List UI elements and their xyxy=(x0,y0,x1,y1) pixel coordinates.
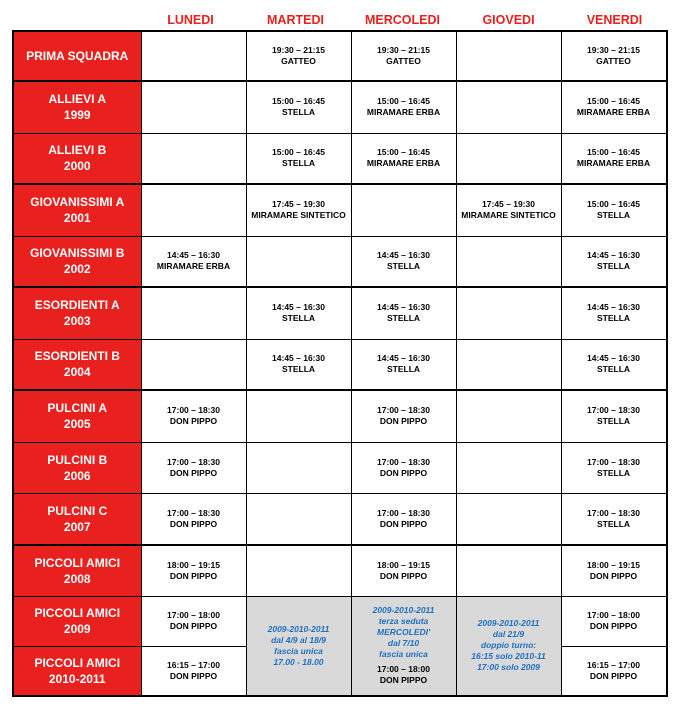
team-name: ALLIEVI A xyxy=(48,92,107,107)
venue-name: DON PIPPO xyxy=(169,518,218,529)
note-line: 2009-2010-2011 xyxy=(267,623,330,634)
note-cell-martedi xyxy=(246,596,351,696)
team-name-cell xyxy=(13,596,141,646)
venue-name: MIRAMARE ERBA xyxy=(576,107,651,118)
team-year: 2008 xyxy=(63,571,91,586)
schedule-cell xyxy=(141,596,246,646)
team-name-cell xyxy=(13,390,141,442)
venue-name: DON PIPPO xyxy=(169,670,218,681)
team-year: 2009 xyxy=(63,622,91,636)
venue-name: MIRAMARE ERBA xyxy=(366,107,441,118)
team-name: GIOVANISSIMI B xyxy=(30,246,125,261)
schedule-row xyxy=(13,596,667,646)
team-year: 2001 xyxy=(63,211,91,226)
team-year: 2004 xyxy=(63,365,91,380)
time-range: 17:00 – 18:00 xyxy=(587,610,640,620)
venue-name: STELLA xyxy=(281,158,316,169)
schedule-cell xyxy=(351,236,456,287)
time-range: 17:00 – 18:00 xyxy=(167,610,220,620)
schedule-row xyxy=(13,287,667,339)
team-name: PULCINI C xyxy=(47,503,108,518)
team-name-cell xyxy=(13,287,141,339)
team-name: ESORDIENTI B xyxy=(34,349,120,364)
time-range: 15:00 – 16:45 xyxy=(587,147,640,158)
venue-name: STELLA xyxy=(386,313,421,324)
time-range: 18:00 – 19:15 xyxy=(167,559,220,570)
time-range: 16:15 – 17:00 xyxy=(167,659,220,670)
time-range: 17:00 – 18:30 xyxy=(377,405,430,416)
schedule-cell xyxy=(351,442,456,493)
schedule-cell xyxy=(141,545,246,596)
time-range: 14:45 – 16:30 xyxy=(377,250,430,261)
venue-name: DON PIPPO xyxy=(379,570,428,581)
note-line: doppio turno: xyxy=(480,640,537,651)
team-name: ESORDIENTI A xyxy=(34,298,120,313)
schedule-cell xyxy=(561,442,667,493)
schedule-cell xyxy=(456,236,561,287)
time-range: 17:45 – 19:30 xyxy=(272,199,325,210)
venue-name: DON PIPPO xyxy=(379,416,428,427)
schedule-row xyxy=(13,545,667,596)
schedule-cell xyxy=(141,184,246,236)
schedule-cell xyxy=(141,133,246,184)
time-range: 15:00 – 16:45 xyxy=(272,96,325,107)
time-range: 17:00 – 18:30 xyxy=(377,507,430,518)
schedule-cell xyxy=(561,545,667,596)
schedule-cell xyxy=(561,646,667,696)
day-label-venerdi: VENERDI xyxy=(586,13,643,27)
schedule-row xyxy=(13,493,667,545)
team-name-cell xyxy=(13,493,141,545)
time-range: 17:00 – 18:30 xyxy=(167,507,220,518)
schedule-cell xyxy=(246,184,351,236)
schedule-row xyxy=(13,31,667,81)
venue-name: MIRAMARE ERBA xyxy=(366,158,441,169)
schedule-cell xyxy=(456,390,561,442)
schedule-row xyxy=(13,339,667,390)
time-range: 19:30 – 21:15 xyxy=(272,45,325,55)
training-schedule-table xyxy=(12,30,668,697)
venue-name: STELLA xyxy=(386,364,421,375)
schedule-cell xyxy=(141,31,246,81)
venue-name: GATTEO xyxy=(386,56,421,66)
venue-name: DON PIPPO xyxy=(169,570,218,581)
schedule-cell xyxy=(141,236,246,287)
schedule-cell xyxy=(561,339,667,390)
day-label-lunedi: LUNEDI xyxy=(167,13,214,27)
schedule-cell xyxy=(246,390,351,442)
time-range: 17:45 – 19:30 xyxy=(482,199,535,210)
schedule-row xyxy=(13,442,667,493)
team-year: 2003 xyxy=(63,314,91,329)
time-range: 14:45 – 16:30 xyxy=(272,353,325,364)
note-line: terza seduta xyxy=(378,616,429,627)
venue-name: DON PIPPO xyxy=(589,621,638,631)
team-name: PICCOLI AMICI xyxy=(34,606,121,620)
note-line: fascia unica xyxy=(274,645,323,656)
team-name-cell xyxy=(13,81,141,133)
team-name-cell xyxy=(13,236,141,287)
team-name-cell xyxy=(13,133,141,184)
time-range: 15:00 – 16:45 xyxy=(587,96,640,107)
schedule-cell xyxy=(141,287,246,339)
venue-name: STELLA xyxy=(596,313,631,324)
time-range: 19:30 – 21:15 xyxy=(377,45,430,55)
team-name: ALLIEVI B xyxy=(48,143,107,158)
venue-name: STELLA xyxy=(386,261,421,272)
schedule-cell xyxy=(456,339,561,390)
schedule-cell xyxy=(141,646,246,696)
venue-name: STELLA xyxy=(596,210,631,221)
venue-name: MIRAMARE SINTETICO xyxy=(251,210,346,221)
team-year: 2005 xyxy=(63,417,91,432)
time-range: 14:45 – 16:30 xyxy=(587,353,640,364)
note-line: 17:00 solo 2009 xyxy=(477,662,540,673)
schedule-row xyxy=(13,390,667,442)
time-range: 14:45 – 16:30 xyxy=(272,302,325,313)
schedule-cell xyxy=(561,493,667,545)
venue-name: GATTEO xyxy=(596,56,631,66)
team-year: 2002 xyxy=(63,262,91,277)
note-cell-mercoledi xyxy=(351,596,456,696)
schedule-cell xyxy=(456,81,561,133)
time-range: 16:15 – 17:00 xyxy=(587,659,640,670)
note-line: 17.00 - 18.00 xyxy=(273,656,324,667)
schedule-cell xyxy=(351,545,456,596)
venue-name: DON PIPPO xyxy=(169,621,218,631)
note-line: dal 21/9 xyxy=(492,629,525,640)
team-name: PULCINI A xyxy=(47,401,108,416)
time-range: 14:45 – 16:30 xyxy=(587,250,640,261)
note-line: 2009-2010-2011 xyxy=(477,618,540,629)
schedule-cell xyxy=(246,81,351,133)
schedule-cell xyxy=(456,133,561,184)
schedule-cell xyxy=(351,81,456,133)
schedule-cell xyxy=(246,493,351,545)
team-name-cell xyxy=(13,545,141,596)
schedule-row xyxy=(13,133,667,184)
time-range: 14:45 – 16:30 xyxy=(377,353,430,364)
team-name-cell xyxy=(13,442,141,493)
note-line: fascia unica xyxy=(379,649,428,660)
time-range: 18:00 – 19:15 xyxy=(377,559,430,570)
schedule-cell xyxy=(351,287,456,339)
note-line: 2009-2010-2011 xyxy=(372,605,435,616)
time-range: 15:00 – 16:45 xyxy=(377,96,430,107)
time-range: 17:00 – 18:30 xyxy=(587,456,640,467)
time-range: 17:00 – 18:30 xyxy=(587,507,640,518)
team-name-cell xyxy=(13,339,141,390)
schedule-cell xyxy=(141,493,246,545)
time-range: 14:45 – 16:30 xyxy=(167,250,220,261)
venue-name: DON PIPPO xyxy=(379,518,428,529)
day-label-giovedi: GIOVEDI xyxy=(482,13,535,27)
schedule-cell xyxy=(246,442,351,493)
day-label-mercoledi: MERCOLEDI xyxy=(365,13,440,27)
schedule-cell xyxy=(246,339,351,390)
time-range: 17:00 – 18:30 xyxy=(167,405,220,416)
team-year: 1999 xyxy=(63,108,91,123)
schedule-cell xyxy=(561,31,667,81)
venue-name: STELLA xyxy=(596,416,631,427)
schedule-cell xyxy=(351,339,456,390)
note-line: 16:15 solo 2010-11 xyxy=(471,651,546,662)
note-time-block xyxy=(352,664,456,686)
schedule-cell xyxy=(246,133,351,184)
venue-name: STELLA xyxy=(596,518,631,529)
schedule-cell xyxy=(561,390,667,442)
schedule-cell xyxy=(456,442,561,493)
schedule-cell xyxy=(561,81,667,133)
schedule-cell xyxy=(456,31,561,81)
time-range: 15:00 – 16:45 xyxy=(377,147,430,158)
schedule-cell xyxy=(246,31,351,81)
venue-name: MIRAMARE ERBA xyxy=(576,158,651,169)
team-name-cell xyxy=(13,184,141,236)
time-range: 18:00 – 19:15 xyxy=(587,559,640,570)
note-line: dal 7/10 xyxy=(387,638,420,649)
day-label-martedi: MARTEDI xyxy=(267,13,324,27)
time-range: 17:00 – 18:30 xyxy=(587,405,640,416)
time-range: 17:00 – 18:30 xyxy=(377,456,430,467)
team-name: PRIMA SQUADRA xyxy=(26,49,129,63)
schedule-row xyxy=(13,184,667,236)
venue-name: STELLA xyxy=(596,261,631,272)
schedule-cell xyxy=(561,596,667,646)
team-year: 2006 xyxy=(63,468,91,483)
schedule-cell xyxy=(141,339,246,390)
venue-name: MIRAMARE SINTETICO xyxy=(461,210,556,221)
schedule-cell xyxy=(561,133,667,184)
schedule-cell xyxy=(351,133,456,184)
schedule-cell xyxy=(561,184,667,236)
venue-name: DON PIPPO xyxy=(589,570,638,581)
schedule-cell xyxy=(456,493,561,545)
team-year: 2000 xyxy=(63,159,91,174)
team-year: 2010-2011 xyxy=(48,671,106,686)
team-name: PICCOLI AMICI xyxy=(34,555,121,570)
schedule-cell xyxy=(246,287,351,339)
time-range: 19:30 – 21:15 xyxy=(587,45,640,55)
time-range: 15:00 – 16:45 xyxy=(272,147,325,158)
schedule-cell xyxy=(141,442,246,493)
time-range: 17:00 – 18:30 xyxy=(167,456,220,467)
venue-name: STELLA xyxy=(596,467,631,478)
team-name-cell xyxy=(13,646,141,696)
time-range: 14:45 – 16:30 xyxy=(587,302,640,313)
schedule-cell xyxy=(246,545,351,596)
schedule-cell xyxy=(561,287,667,339)
schedule-cell xyxy=(456,184,561,236)
schedule-cell xyxy=(351,184,456,236)
schedule-cell xyxy=(351,31,456,81)
venue-name: STELLA xyxy=(281,107,316,118)
venue-name: DON PIPPO xyxy=(379,675,428,686)
venue-name: STELLA xyxy=(281,364,316,375)
team-name: GIOVANISSIMI A xyxy=(30,195,125,210)
day-header xyxy=(138,13,670,31)
schedule-cell xyxy=(561,236,667,287)
venue-name: MIRAMARE ERBA xyxy=(156,261,231,272)
venue-name: DON PIPPO xyxy=(169,467,218,478)
venue-name: STELLA xyxy=(281,313,316,324)
team-name-cell xyxy=(13,31,141,81)
team-name: PULCINI B xyxy=(47,452,108,467)
note-cell-giovedi xyxy=(456,596,561,696)
schedule-row xyxy=(13,81,667,133)
time-range: 15:00 – 16:45 xyxy=(587,199,640,210)
note-line: MERCOLEDI' xyxy=(376,627,431,638)
schedule-cell xyxy=(141,390,246,442)
venue-name: DON PIPPO xyxy=(589,670,638,681)
team-year: 2007 xyxy=(63,519,91,534)
schedule-cell xyxy=(141,81,246,133)
team-name: PICCOLI AMICI xyxy=(34,655,121,670)
venue-name: DON PIPPO xyxy=(379,467,428,478)
schedule-cell xyxy=(456,287,561,339)
schedule-cell xyxy=(351,493,456,545)
schedule-cell xyxy=(456,545,561,596)
schedule-cell xyxy=(246,236,351,287)
time-range: 17:00 – 18:00 xyxy=(377,664,430,675)
note-line: dal 4/9 al 18/9 xyxy=(271,634,326,645)
venue-name: GATTEO xyxy=(281,56,316,66)
venue-name: DON PIPPO xyxy=(169,416,218,427)
schedule-row xyxy=(13,236,667,287)
time-range: 14:45 – 16:30 xyxy=(377,302,430,313)
venue-name: STELLA xyxy=(596,364,631,375)
schedule-cell xyxy=(351,390,456,442)
